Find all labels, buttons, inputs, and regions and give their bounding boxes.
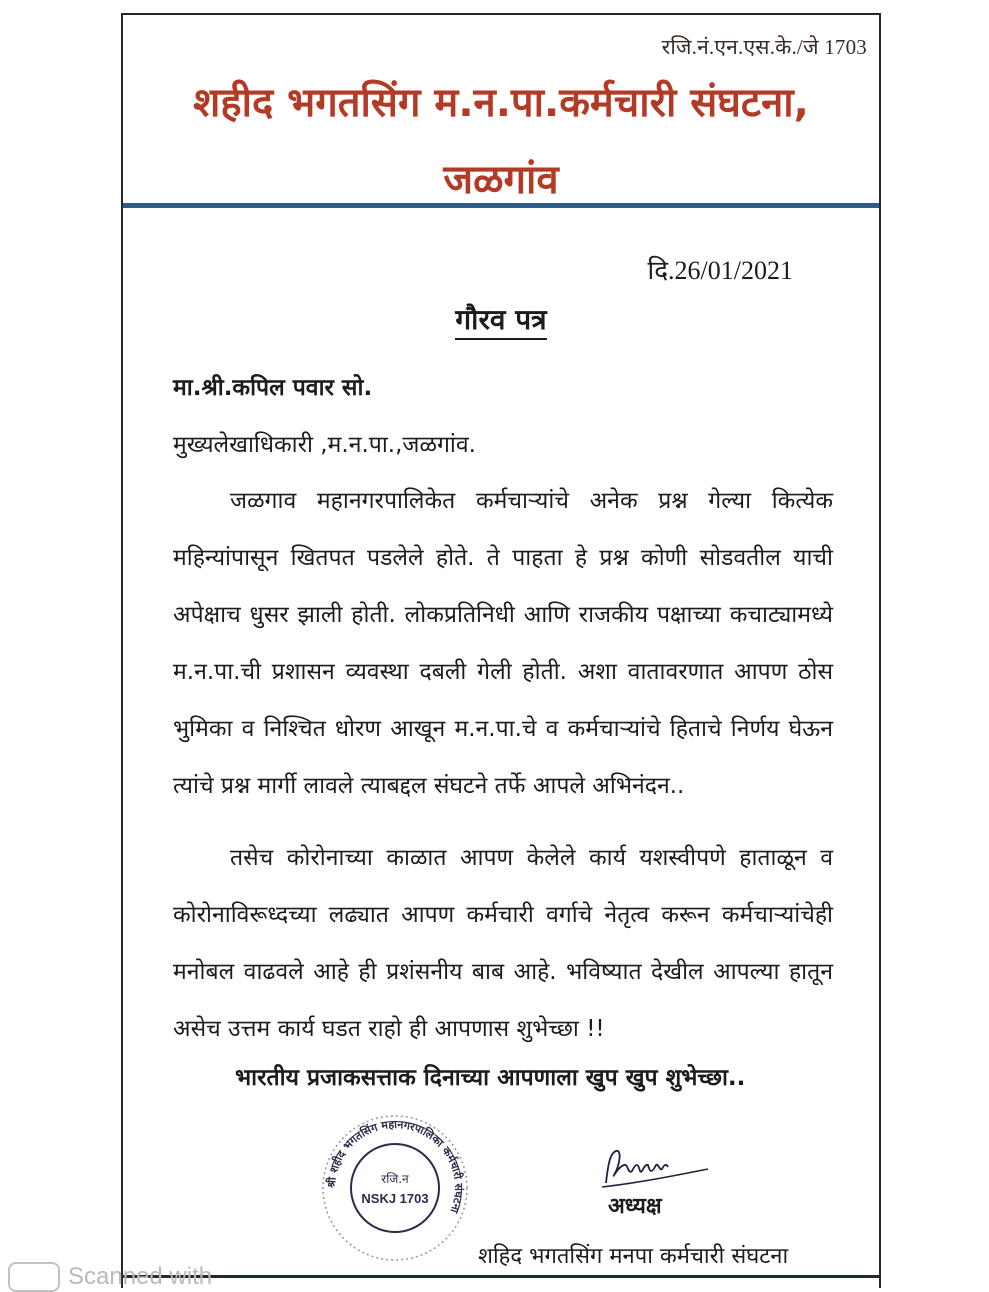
seal-inner-line-1: रजि.न — [381, 1172, 409, 1186]
letter-title — [123, 300, 879, 338]
recipient-designation: मुख्यलेखाधिकारी ,म.न.पा.,जळगांव. — [173, 432, 476, 458]
watermark-text: Scanned with — [68, 1263, 213, 1290]
bottom-border — [121, 1275, 881, 1278]
header-divider — [123, 203, 879, 208]
body-paragraph-1 — [173, 473, 833, 815]
letter-title-text: गौरव पत्र — [455, 303, 546, 340]
president-signature — [598, 1145, 718, 1190]
organization-name: शहीद भगतसिंग म.न.पा.कर्मचारी संघटना, — [193, 80, 809, 126]
registration-number: रजि.नं.एन.एस.के./जे 1703 — [661, 35, 867, 59]
camscanner-logo-icon — [8, 1262, 60, 1292]
recipient-name: मा.श्री.कपिल पवार सो. — [173, 375, 373, 401]
seal-inner-line-2: NSKJ 1703 — [361, 1191, 429, 1206]
signatory-organization: शहिद भगतसिंग मनपा कर्मचारी संघटना — [478, 1244, 789, 1269]
letterhead-frame — [121, 13, 881, 1288]
republic-day-greeting: भारतीय प्रजाकसत्ताक दिनाच्या आपणाला खुप खुप शुभेच्छा.. — [235, 1065, 746, 1091]
scanner-watermark — [8, 1262, 212, 1292]
organization-seal — [320, 1113, 470, 1263]
body-paragraph-2 — [173, 830, 833, 1058]
organization-city: जळगांव — [443, 157, 559, 203]
signatory-title: अध्यक्ष — [608, 1194, 662, 1219]
seal-stamp-icon — [320, 1113, 470, 1263]
letter-date: दि.26/01/2021 — [647, 256, 793, 285]
paragraph-text: तसेच कोरोनाच्या काळात आपण केलेले कार्य यशस्वीपणे हाताळून व कोरोनाविरूध्दच्या लढ्यात आपण कर्मचारी वर्गाचे नेतृत्व करून कर्मचाऱ्यांचेही मनोबल वाढवले आहे ही प्रशंसनीय बाब आहे. भविष्यात देखील आपल्या हातून असेच उत्तम कार्य घडत राहो ही आपणास शुभेच्छा !! — [173, 845, 833, 1042]
paragraph-text: जळगाव महानगरपालिकेत कर्मचाऱ्यांचे अनेक प्रश्न गेल्या कित्येक महिन्यांपासून खितपत पडलेले होते. ते पाहता हे प्रश्न कोणी सोडवतील याची अपेक्षाच धुसर झाली होती. लोकप्रतिनिधी आणि राजकीय पक्षाच्या कचाट्यामध्ये म.न.पा.ची प्रशासन व्यवस्था दबली गेली होती. अशा वातावरणात आपण ठोस भुमिका व निश्चित धोरण आखून म.न.पा.चे व कर्मचाऱ्यांचे हिताचे निर्णय घेऊन त्यांचे प्रश्न मार्गी लावले त्याबद्दल संघटने तर्फे आपले अभिनंदन.. — [173, 488, 833, 799]
signature-icon — [598, 1145, 718, 1190]
seal-ring-text: श्री शहीद भगतसिंग महानगरपालिका कर्मचारी संघटना — [324, 1117, 466, 1215]
